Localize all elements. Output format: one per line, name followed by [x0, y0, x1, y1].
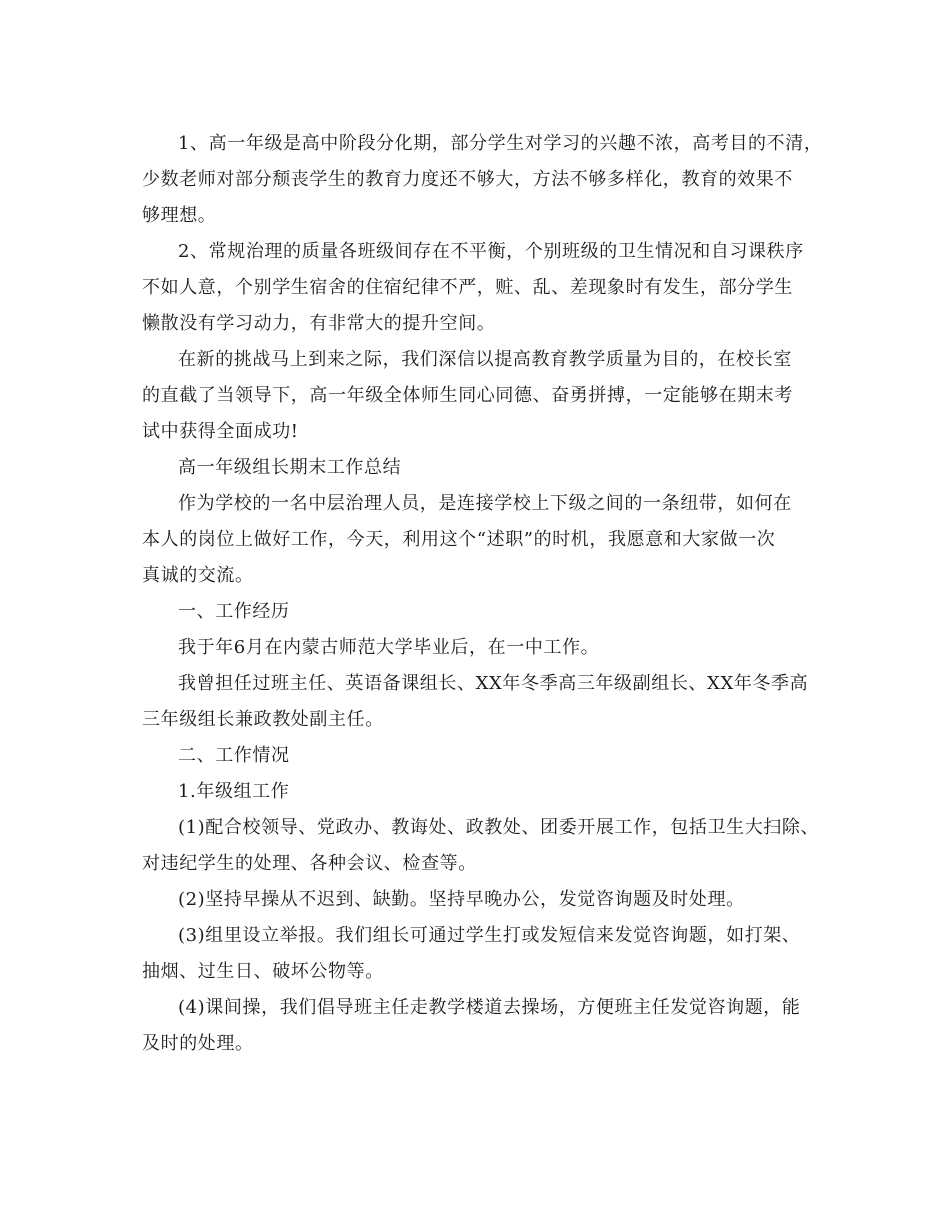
paragraph-line: 真诚的交流。: [142, 565, 254, 586]
paragraph-3: [142, 342, 814, 450]
paragraph-line: 抽烟、过生日、破坏公物等。: [142, 961, 384, 982]
paragraph-line: 不如人意，个别学生宿舍的住宿纪律不严，赃、乱、差现象时有发生，部分学生: [142, 277, 793, 298]
subheading-text: 1.年级组工作: [178, 781, 290, 802]
paragraph-line: 三年级组长兼政教处副主任。: [142, 709, 384, 730]
paragraph-line: 1、高一年级是高中阶段分化期，部分学生对学习的兴趣不浓，高考目的不清，: [178, 133, 823, 154]
paragraph-line: 对违纪学生的处理、各种会议、检查等。: [142, 853, 477, 874]
paragraph-line: 试中获得全面成功!: [142, 421, 299, 442]
paragraph-2: [142, 234, 814, 342]
heading-text: 二、工作情况: [178, 745, 290, 766]
heading-text: 一、工作经历: [178, 601, 290, 622]
paragraph-line: 及时的处理。: [142, 1033, 254, 1054]
paragraph-line: 在新的挑战马上到来之际，我们深信以提高教育教学质量为目的，在校长室: [178, 349, 792, 370]
paragraph-7: [142, 630, 814, 666]
subheading-grade-work: [142, 774, 814, 810]
paragraph-line: 作为学校的一名中层治理人员，是连接学校上下级之间的一条纽带，如何在: [178, 493, 792, 514]
paragraph-8: [142, 666, 814, 738]
list-item-2: [142, 882, 814, 918]
paragraph-line: 懒散没有学习动力，有非常大的提升空间。: [142, 313, 496, 334]
paragraph-line: (2)坚持早操从不迟到、缺勤。坚持早晚办公，发觉咨询题及时处理。: [178, 889, 745, 910]
document-body: [142, 126, 823, 1062]
paragraph-line: (4)课间操，我们倡导班主任走教学楼道去操场，方便班主任发觉咨询题，能: [178, 997, 801, 1018]
paragraph-line: 本人的岗位上做好工作，今天，利用这个“述职”的时机，我愿意和大家做一次: [142, 529, 776, 550]
list-item-1: [142, 810, 820, 882]
paragraph-line: 2、常规治理的质量各班级间存在不平衡，个别班级的卫生情况和自习课秩序: [178, 241, 804, 262]
list-item-4: [142, 990, 814, 1062]
paragraph-line: 的直截了当领导下，高一年级全体师生同心同德、奋勇拼搏，一定能够在期末考: [142, 385, 793, 406]
paragraph-line: (3)组里设立举报。我们组长可通过学生打或发短信来发觉咨询题，如打架、: [178, 925, 801, 946]
section-title-text: 高一年级组长期末工作总结: [178, 457, 402, 478]
heading-work-experience: [142, 594, 814, 630]
section-title: [142, 450, 814, 486]
list-item-3: [142, 918, 814, 990]
paragraph-line: 够理想。: [142, 205, 217, 226]
paragraph-line: 我于年6月在内蒙古师范大学毕业后，在一中工作。: [178, 637, 600, 658]
paragraph-line: (1)配合校领导、党政办、教诲处、政教处、团委开展工作，包括卫生大扫除、: [178, 817, 820, 838]
paragraph-line: 我曾担任过班主任、英语备课组长、XX年冬季高三年级副组长、XX年冬季高: [178, 673, 809, 694]
heading-work-status: [142, 738, 814, 774]
paragraph-line: 少数老师对部分颓丧学生的教育力度还不够大，方法不够多样化，教育的效果不: [142, 169, 793, 190]
paragraph-1: [142, 126, 823, 234]
paragraph-5: [142, 486, 814, 594]
